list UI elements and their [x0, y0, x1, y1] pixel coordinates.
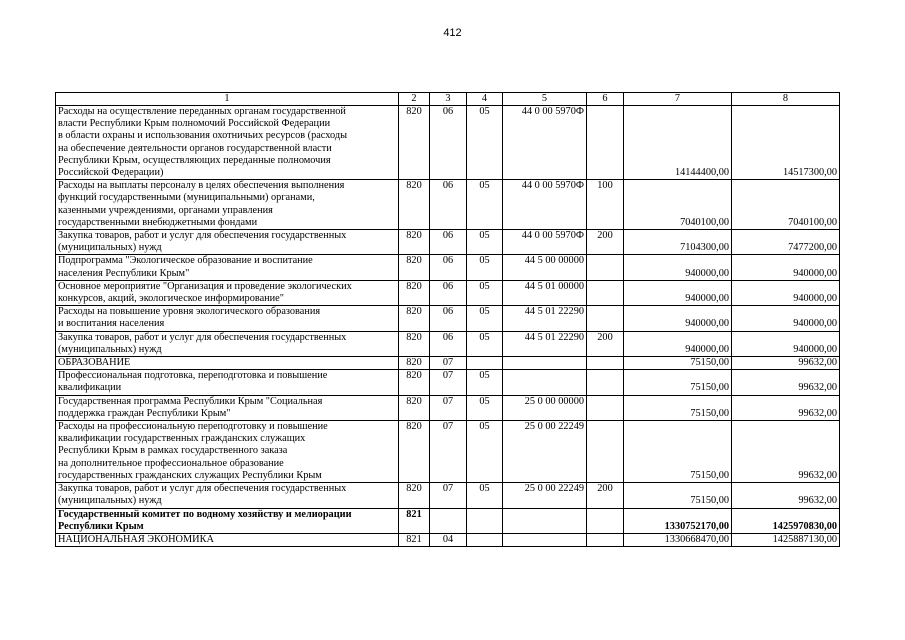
target-article-cell — [503, 370, 587, 395]
header-cell: 3 — [430, 93, 467, 106]
row-name-line: конкурсов, акций, экологическое информирование" — [58, 293, 284, 305]
amount-year1-cell: 1330668470,00 — [624, 533, 732, 546]
table-row — [56, 370, 840, 395]
row-name-line: Расходы на выплаты персоналу в целях обеспечения выполнения — [58, 180, 345, 192]
table-body — [56, 93, 840, 547]
table-row — [56, 106, 840, 180]
amount-year2-cell: 7040100,00 — [732, 180, 840, 230]
amount-year2-cell: 99632,00 — [732, 357, 840, 370]
row-name-cell — [56, 533, 399, 546]
row-name-line: Республики Крым, осуществляющих переданные полномочия — [58, 154, 331, 166]
row-name-line: Российской Федерации) — [58, 167, 164, 179]
amount-year2-cell: 940000,00 — [732, 280, 840, 305]
table-row — [56, 255, 840, 280]
subsection-code-cell: 05 — [467, 331, 503, 356]
row-name-line: квалификации государственных гражданских служащих — [58, 433, 306, 445]
row-name-line: власти Республики Крым полномочий Российской Федерации — [58, 118, 331, 130]
amount-year1-cell: 7040100,00 — [624, 180, 732, 230]
subsection-code-cell: 05 — [467, 255, 503, 280]
ministry-code-cell: 820 — [399, 180, 430, 230]
subsection-code-cell: 05 — [467, 421, 503, 483]
table-row — [56, 331, 840, 356]
row-name-line: Республики Крым в рамках государственного заказа — [58, 445, 288, 457]
amount-year1-cell: 75150,00 — [624, 357, 732, 370]
target-article-cell: 44 5 01 22290 — [503, 306, 587, 331]
expense-type-cell — [587, 280, 624, 305]
target-article-cell: 25 0 00 00000 — [503, 395, 587, 420]
section-code-cell: 06 — [430, 306, 467, 331]
expense-type-cell: 200 — [587, 331, 624, 356]
table-row — [56, 533, 840, 546]
target-article-cell: 44 0 00 5970Ф — [503, 230, 587, 255]
target-article-cell — [503, 508, 587, 533]
amount-year1-cell: 940000,00 — [624, 255, 732, 280]
row-name-line: Расходы на профессиональную переподготовку и повышение — [58, 421, 328, 433]
target-article-cell — [503, 357, 587, 370]
row-name-line: на дополнительное профессиональное образование — [58, 457, 284, 469]
table-row — [56, 306, 840, 331]
row-name-line: ОБРАЗОВАНИЕ — [58, 357, 131, 369]
row-name-line: поддержка граждан Республики Крым" — [58, 407, 231, 419]
row-name-line: Государственная программа Республики Крым "Социальная — [58, 395, 323, 407]
target-article-cell: 44 5 01 22290 — [503, 331, 587, 356]
row-name-line: Закупка товаров, работ и услуг для обеспечения государственных — [58, 230, 347, 242]
table-row — [56, 180, 840, 230]
row-name-cell — [56, 483, 399, 508]
table-row — [56, 508, 840, 533]
amount-year2-cell: 99632,00 — [732, 483, 840, 508]
header-cell: 1 — [56, 93, 399, 106]
ministry-code-cell: 820 — [399, 421, 430, 483]
table-row — [56, 421, 840, 483]
section-code-cell — [430, 508, 467, 533]
expense-type-cell — [587, 106, 624, 180]
amount-year1-cell: 75150,00 — [624, 395, 732, 420]
row-name-cell — [56, 230, 399, 255]
amount-year1-cell: 75150,00 — [624, 370, 732, 395]
table-row — [56, 230, 840, 255]
row-name-cell — [56, 357, 399, 370]
expense-type-cell — [587, 421, 624, 483]
subsection-code-cell — [467, 357, 503, 370]
row-name-cell — [56, 331, 399, 356]
row-name-line: квалификации — [58, 382, 122, 394]
amount-year1-cell: 940000,00 — [624, 306, 732, 331]
row-name-cell — [56, 421, 399, 483]
row-name-line: функций государственными (муниципальными) органами, — [58, 192, 315, 204]
section-code-cell: 07 — [430, 370, 467, 395]
target-article-cell: 25 0 00 22249 — [503, 483, 587, 508]
target-article-cell: 44 5 01 00000 — [503, 280, 587, 305]
row-name-line: в области охраны и использования охотничьих ресурсов (расходы — [58, 130, 347, 142]
amount-year1-cell: 75150,00 — [624, 483, 732, 508]
ministry-code-cell: 820 — [399, 280, 430, 305]
ministry-code-cell: 820 — [399, 395, 430, 420]
row-name-line: и воспитания населения — [58, 318, 165, 330]
ministry-code-cell: 820 — [399, 483, 430, 508]
target-article-cell: 44 5 00 00000 — [503, 255, 587, 280]
subsection-code-cell: 05 — [467, 180, 503, 230]
row-name-line: (муниципальных) нужд — [58, 343, 162, 355]
subsection-code-cell: 05 — [467, 395, 503, 420]
header-cell: 6 — [587, 93, 624, 106]
section-code-cell: 07 — [430, 483, 467, 508]
target-article-cell: 44 0 00 5970Ф — [503, 106, 587, 180]
section-code-cell: 07 — [430, 421, 467, 483]
section-code-cell: 06 — [430, 255, 467, 280]
section-code-cell: 06 — [430, 230, 467, 255]
section-code-cell: 04 — [430, 533, 467, 546]
table-row — [56, 395, 840, 420]
amount-year2-cell: 7477200,00 — [732, 230, 840, 255]
section-code-cell: 07 — [430, 357, 467, 370]
row-name-cell — [56, 280, 399, 305]
subsection-code-cell: 05 — [467, 280, 503, 305]
expense-type-cell: 200 — [587, 230, 624, 255]
expense-type-cell — [587, 306, 624, 331]
budget-table — [55, 92, 840, 547]
amount-year2-cell: 940000,00 — [732, 255, 840, 280]
row-name-line: НАЦИОНАЛЬНАЯ ЭКОНОМИКА — [58, 533, 214, 545]
ministry-code-cell: 820 — [399, 331, 430, 356]
amount-year2-cell: 99632,00 — [732, 395, 840, 420]
row-name-cell — [56, 180, 399, 230]
subsection-code-cell — [467, 533, 503, 546]
subsection-code-cell: 05 — [467, 483, 503, 508]
row-name-cell — [56, 306, 399, 331]
header-cell: 8 — [732, 93, 840, 106]
expense-type-cell — [587, 255, 624, 280]
ministry-code-cell: 820 — [399, 106, 430, 180]
row-name-line: Расходы на повышение уровня экологического образования — [58, 306, 321, 318]
section-code-cell: 06 — [430, 106, 467, 180]
row-name-line: Закупка товаров, работ и услуг для обеспечения государственных — [58, 331, 347, 343]
subsection-code-cell: 05 — [467, 370, 503, 395]
amount-year1-cell: 940000,00 — [624, 280, 732, 305]
ministry-code-cell: 821 — [399, 508, 430, 533]
amount-year1-cell: 1330752170,00 — [624, 508, 732, 533]
ministry-code-cell: 820 — [399, 230, 430, 255]
table-row — [56, 483, 840, 508]
subsection-code-cell: 05 — [467, 106, 503, 180]
amount-year2-cell: 99632,00 — [732, 421, 840, 483]
target-article-cell — [503, 533, 587, 546]
expense-type-cell — [587, 370, 624, 395]
row-name-line: Закупка товаров, работ и услуг для обеспечения государственных — [58, 483, 347, 495]
target-article-cell: 44 0 00 5970Ф — [503, 180, 587, 230]
amount-year2-cell: 14517300,00 — [732, 106, 840, 180]
subsection-code-cell: 05 — [467, 230, 503, 255]
row-name-line: Расходы на осуществление переданных органам государственной — [58, 106, 346, 117]
row-name-cell — [56, 395, 399, 420]
expense-type-cell — [587, 533, 624, 546]
row-name-cell — [56, 370, 399, 395]
row-name-cell — [56, 508, 399, 533]
row-name-line: казенными учреждениями, органами управления — [58, 204, 273, 216]
row-name-line: Основное мероприятие "Организация и проведение экологических — [58, 280, 352, 292]
expense-type-cell — [587, 357, 624, 370]
header-cell: 4 — [467, 93, 503, 106]
amount-year2-cell: 99632,00 — [732, 370, 840, 395]
amount-year2-cell: 940000,00 — [732, 306, 840, 331]
expense-type-cell — [587, 508, 624, 533]
section-code-cell: 06 — [430, 331, 467, 356]
amount-year2-cell: 940000,00 — [732, 331, 840, 356]
amount-year2-cell: 1425887130,00 — [732, 533, 840, 546]
row-name-cell — [56, 106, 399, 180]
expense-type-cell: 200 — [587, 483, 624, 508]
page-number: 412 — [443, 27, 462, 39]
header-row — [56, 93, 840, 106]
ministry-code-cell: 821 — [399, 533, 430, 546]
table-row — [56, 280, 840, 305]
expense-type-cell — [587, 395, 624, 420]
target-article-cell: 25 0 00 22249 — [503, 421, 587, 483]
ministry-code-cell: 820 — [399, 306, 430, 331]
row-name-cell — [56, 255, 399, 280]
subsection-code-cell: 05 — [467, 306, 503, 331]
amount-year1-cell: 14144400,00 — [624, 106, 732, 180]
row-name-line: населения Республики Крым" — [58, 267, 190, 279]
row-name-line: на обеспечение деятельности органов государственной власти — [58, 142, 332, 154]
row-name-line: Республики Крым — [58, 520, 144, 532]
header-cell: 7 — [624, 93, 732, 106]
row-name-line: Профессиональная подготовка, переподготовка и повышение — [58, 370, 328, 382]
ministry-code-cell: 820 — [399, 255, 430, 280]
row-name-line: Подпрограмма "Экологическое образование и воспитание — [58, 255, 313, 267]
row-name-line: (муниципальных) нужд — [58, 495, 162, 507]
header-cell: 2 — [399, 93, 430, 106]
table-row — [56, 357, 840, 370]
header-cell: 5 — [503, 93, 587, 106]
ministry-code-cell: 820 — [399, 370, 430, 395]
section-code-cell: 06 — [430, 280, 467, 305]
section-code-cell: 07 — [430, 395, 467, 420]
amount-year1-cell: 940000,00 — [624, 331, 732, 356]
amount-year1-cell: 75150,00 — [624, 421, 732, 483]
amount-year2-cell: 1425970830,00 — [732, 508, 840, 533]
amount-year1-cell: 7104300,00 — [624, 230, 732, 255]
row-name-line: (муниципальных) нужд — [58, 242, 162, 254]
ministry-code-cell: 820 — [399, 357, 430, 370]
row-name-line: государственных гражданских служащих Республики Крым — [58, 469, 322, 481]
expense-type-cell: 100 — [587, 180, 624, 230]
row-name-line: Государственный комитет по водному хозяйству и мелиорации — [58, 508, 352, 520]
section-code-cell: 06 — [430, 180, 467, 230]
subsection-code-cell — [467, 508, 503, 533]
row-name-line: государственными внебюджетными фондами — [58, 216, 258, 228]
